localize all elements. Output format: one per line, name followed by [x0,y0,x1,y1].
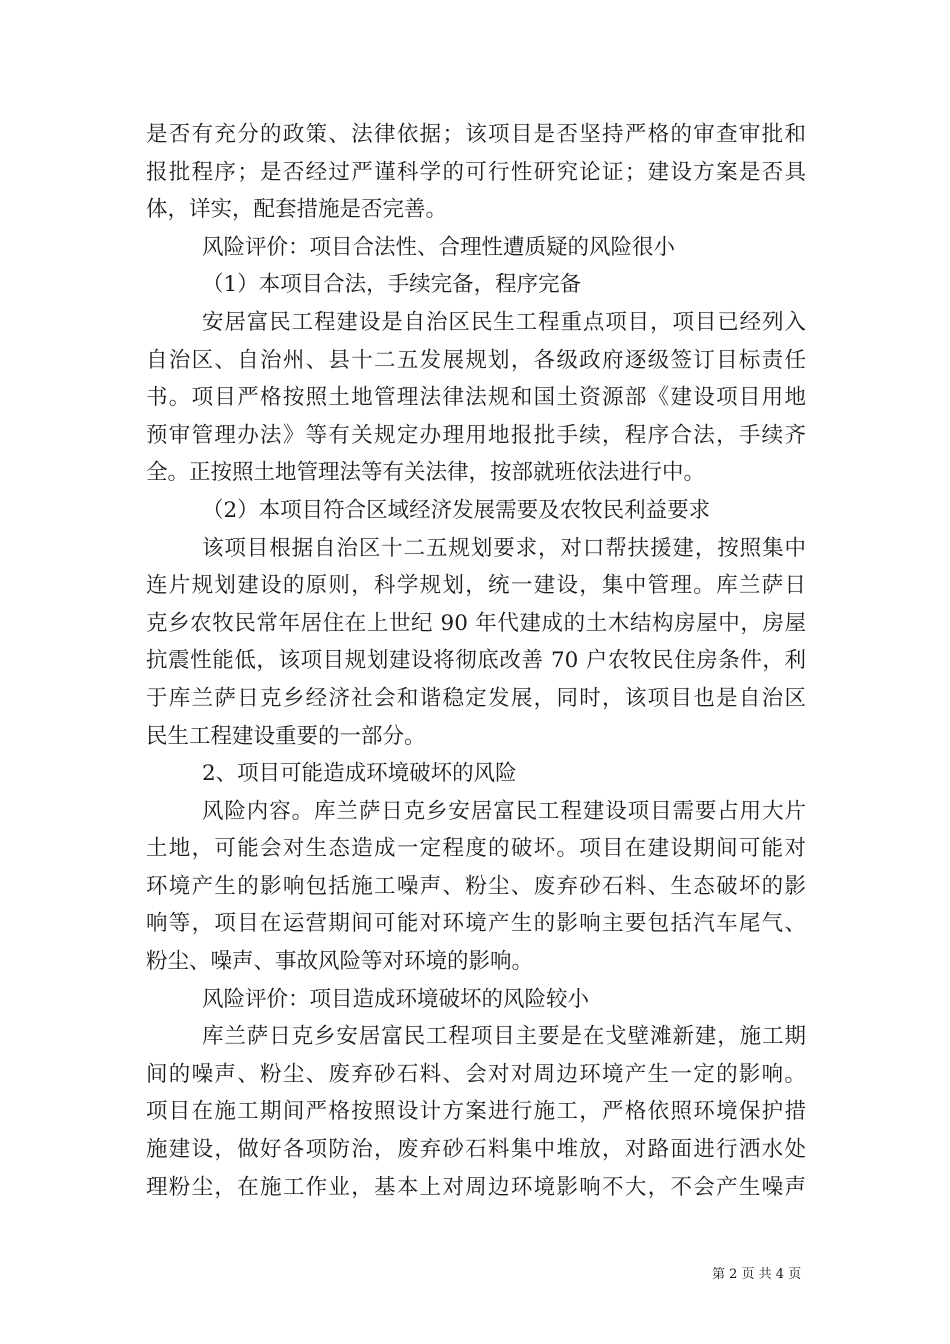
body-text-line: 间的噪声、粉尘、废弃砂石料、会对对周边环境产生一定的影响。 [146,1061,806,1087]
body-text-line: 2、项目可能造成环境破坏的风险 [202,761,517,787]
body-text-line: 自治区、自治州、县十二五发展规划，各级政府逐级签订目标责任 [146,347,806,373]
body-text-line: 施建设，做好各项防治，废弃砂石料集中堆放，对路面进行洒水处 [146,1137,806,1163]
body-text-line: 风险内容。库兰萨日克乡安居富民工程建设项目需要占用大片 [202,798,806,824]
body-text-line: （2）本项目符合区域经济发展需要及农牧民利益要求 [202,497,711,523]
body-text-line: 体，详实，配套措施是否完善。 [146,197,448,223]
body-text-line: 抗震性能低，该项目规划建设将彻底改善 70 户农牧民住房条件，利 [146,648,806,674]
body-text-line: 粉尘、噪声、事故风险等对环境的影响。 [146,949,534,975]
body-text-line: 环境产生的影响包括施工噪声、粉尘、废弃砂石料、生态破坏的影 [146,873,806,899]
body-text-line: 民生工程建设重要的一部分。 [146,723,426,749]
body-text-line: 理粉尘，在施工作业，基本上对周边环境影响不大，不会产生噪声 [146,1174,806,1200]
body-text-line: 安居富民工程建设是自治区民生工程重点项目，项目已经列入 [202,309,806,335]
body-text-line: 风险评价：项目合法性、合理性遭质疑的风险很小 [202,234,676,260]
document-page [146,116,806,1206]
body-text-line: （1）本项目合法，手续完备，程序完备 [202,272,582,298]
body-text-line: 是否有充分的政策、法律依据；该项目是否坚持严格的审查审批和 [146,122,806,147]
body-text-line: 连片规划建设的原则，科学规划，统一建设，集中管理。库兰萨日 [146,573,806,599]
body-text-line: 书。项目严格按照土地管理法律法规和国土资源部《建设项目用地 [146,385,806,411]
body-text-line: 报批程序；是否经过严谨科学的可行性研究论证；建设方案是否具 [146,159,806,185]
body-text-line: 土地，可能会对生态造成一定程度的破坏。项目在建设期间可能对 [146,836,806,862]
body-text-line: 库兰萨日克乡安居富民工程项目主要是在戈壁滩新建，施工期 [202,1024,806,1050]
body-text-line: 响等，项目在运营期间可能对环境产生的影响主要包括汽车尾气、 [146,911,806,937]
page-number-footer: 第 2 页 共 4 页 [712,1267,802,1282]
body-text-line: 克乡农牧民常年居住在上世纪 90 年代建成的土木结构房屋中，房屋 [146,610,806,636]
body-text-line: 该项目根据自治区十二五规划要求，对口帮扶援建，按照集中 [202,535,806,561]
body-text-line: 全。正按照土地管理法等有关法律，按部就班依法进行中。 [146,460,706,486]
body-text-line: 于库兰萨日克乡经济社会和谐稳定发展，同时，该项目也是自治区 [146,685,806,711]
body-text-line: 项目在施工期间严格按照设计方案进行施工，严格依照环境保护措 [146,1099,806,1125]
body-text-line: 风险评价：项目造成环境破坏的风险较小 [202,986,590,1012]
body-text-line: 预审管理办法》等有关规定办理用地报批手续，程序合法，手续齐 [146,422,806,448]
